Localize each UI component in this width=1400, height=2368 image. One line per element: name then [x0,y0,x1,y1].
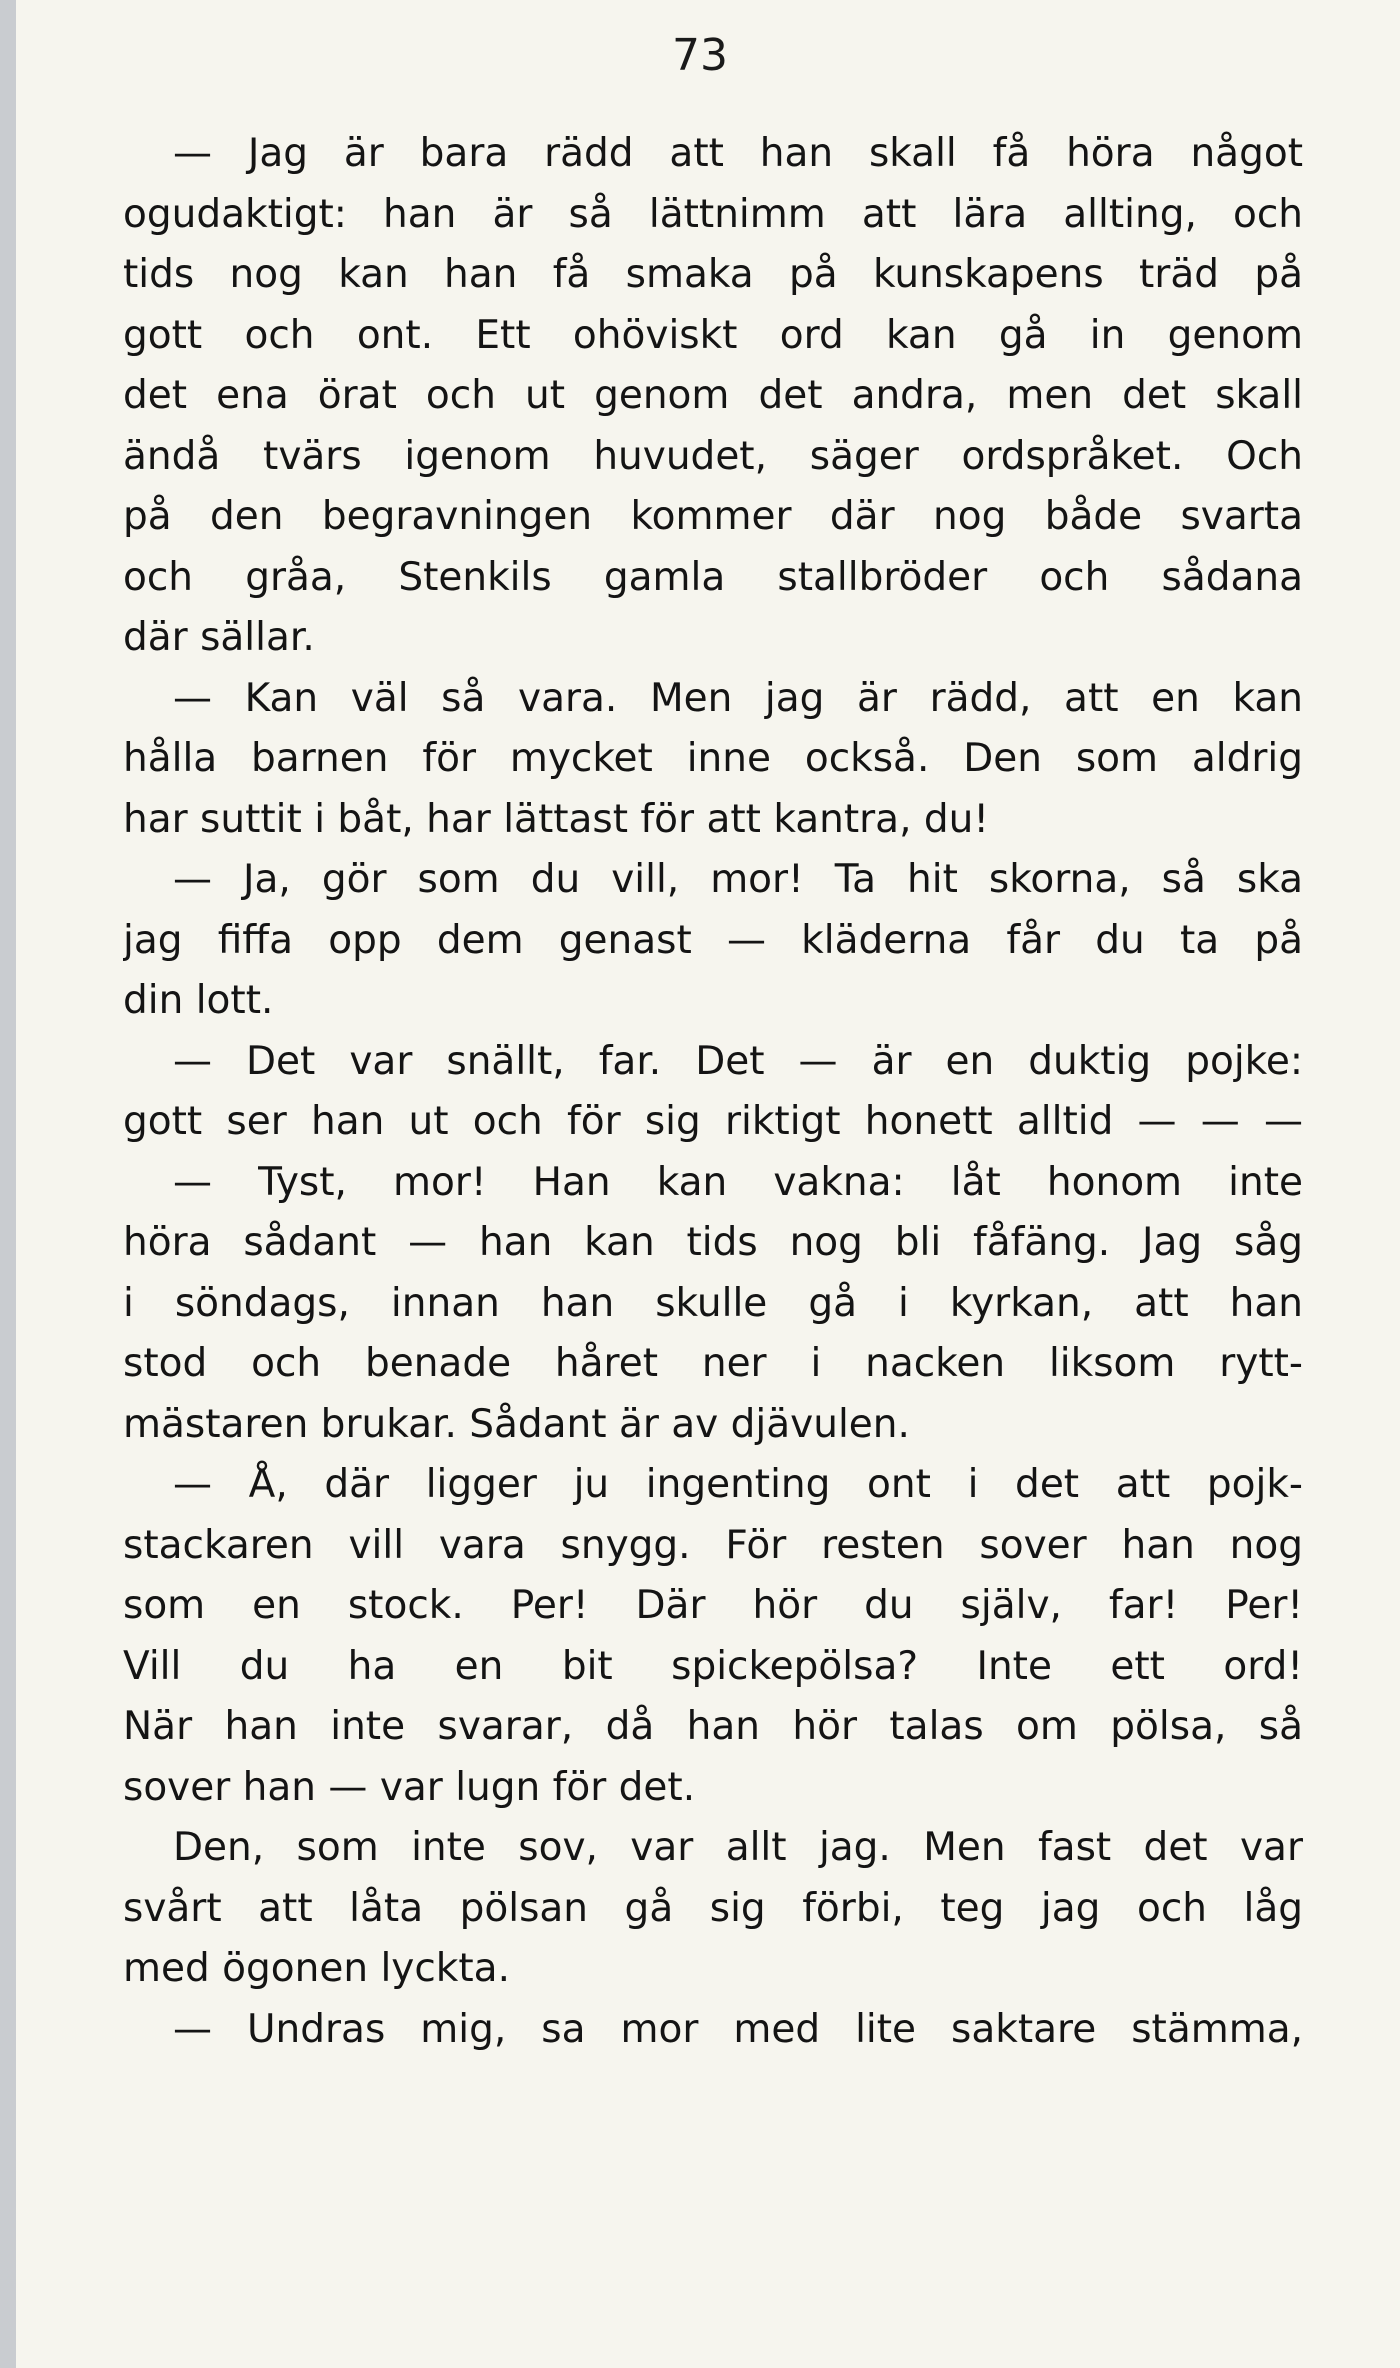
text-line: mästaren brukar. Sådant är av djävulen. [123,1401,910,1447]
text-line: — Undras mig, sa mor med lite saktare stämma, [173,2006,1303,2052]
text-line: sover han — var lugn för det. [123,1764,696,1810]
page-edge [0,0,16,2368]
text-line: jag fiffa opp dem genast — kläderna får du ta på [123,917,1303,963]
text-line: När han inte svarar, då han hör talas om pölsa, så [123,1704,1303,1749]
text-line: — Å, där ligger ju ingenting ont i det att pojk- [173,1462,1303,1507]
text-line: — Tyst, mor! Han kan vakna: låt honom inte [173,1159,1303,1205]
text-line: har suttit i båt, har lättast för att kantra, du! [123,796,989,842]
text-line: höra sådant — han kan tids nog bli fåfäng. Jag såg [123,1220,1303,1265]
text-line: med ögonen lyckta. [123,1946,510,1991]
text-line: gott ser han ut och för sig riktigt honett alltid — — — [123,1099,1303,1144]
text-line: och gråa, Stenkils gamla stallbröder och sådana [123,554,1303,600]
text-line: stod och benade håret ner i nacken liksom rytt- [123,1341,1303,1386]
text-line: — Det var snällt, far. Det — är en duktig pojke: [173,1038,1303,1084]
text-line: Vill du ha en bit spickepölsa? Inte ett ord! [123,1643,1303,1689]
text-line: som en stock. Per! Där hör du själv, far! Per! [123,1583,1303,1628]
text-line: — Kan väl så vara. Men jag är rädd, att en kan [173,675,1303,721]
text-line: det ena örat och ut genom det andra, men det skall [123,373,1303,418]
text-line: — Ja, gör som du vill, mor! Ta hit skorna, så ska [173,857,1303,902]
text-line: Den, som inte sov, var allt jag. Men fast det var [173,1825,1303,1870]
text-line: ändå tvärs igenom huvudet, säger ordspråket. Och [123,433,1303,479]
text-line: där sällar. [123,615,315,660]
text-line: stackaren vill vara snygg. För resten sover han nog [123,1522,1303,1568]
text-line: tids nog kan han få smaka på kunskapens träd på [123,252,1303,297]
text-line: på den begravningen kommer där nog både svarta [123,494,1303,539]
text-line: hålla barnen för mycket inne också. Den som aldrig [123,736,1303,781]
text-line: i söndags, innan han skulle gå i kyrkan, att han [123,1280,1303,1326]
text-line: — Jag är bara rädd att han skall få höra något [173,131,1303,176]
body-text [123,124,1303,2060]
text-line: gott och ont. Ett ohöviskt ord kan gå in genom [123,312,1303,358]
text-line: ogudaktigt: han är så lättnimm att lära allting, och [123,191,1303,237]
text-line: din lott. [123,978,274,1023]
text-line: svårt att låta pölsan gå sig förbi, teg jag och låg [123,1885,1303,1931]
page-number: 73 [672,30,728,81]
